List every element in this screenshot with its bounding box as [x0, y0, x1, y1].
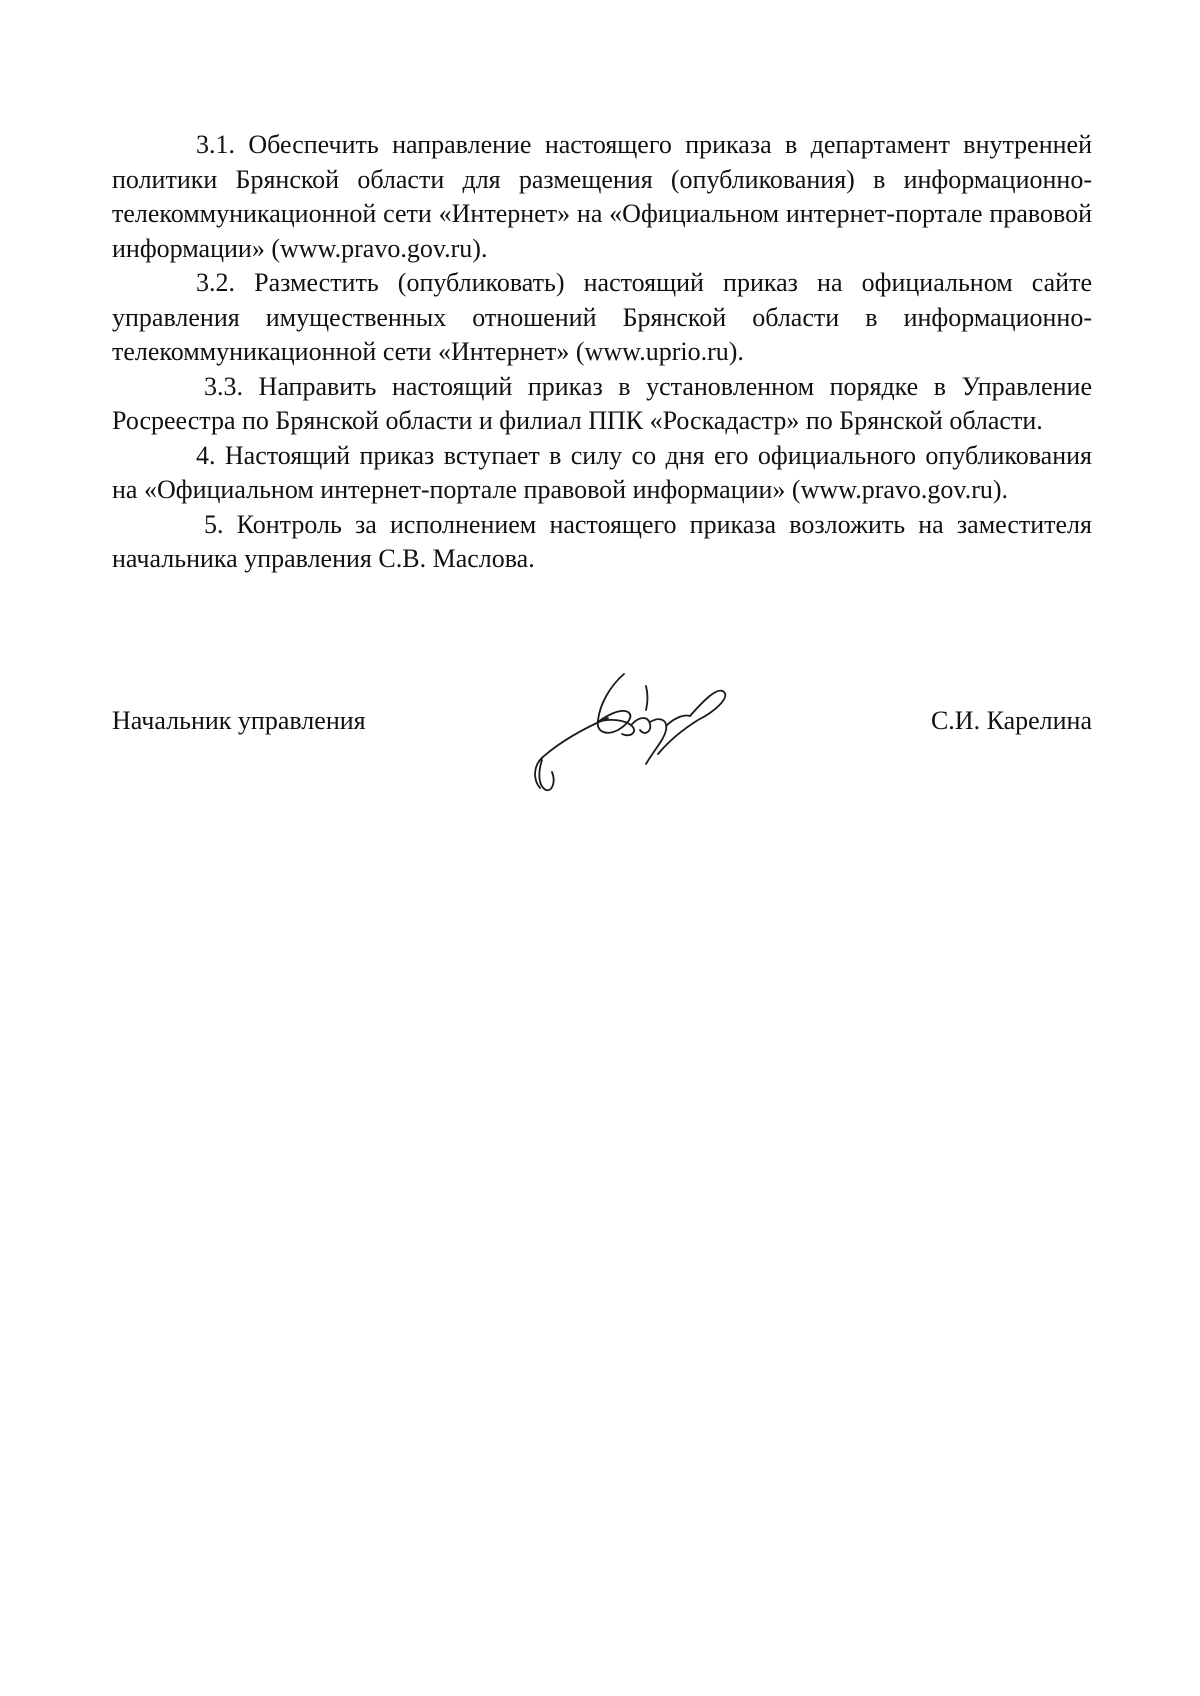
handwritten-signature: [528, 660, 738, 800]
paragraph-5: 5. Контроль за исполнением настоящего приказа возложить на заместителя начальника управления С.В. Маслова.: [112, 509, 1092, 573]
document-body: [112, 128, 1092, 577]
signatory-position: Начальник управления: [112, 706, 366, 735]
paragraph-3-3: 3.3. Направить настоящий приказ в установленном порядке в Управление Росреестра по Брянской области и филиал ППК «Роскадастр» по Брянской области.: [112, 371, 1092, 435]
paragraph-3-2: 3.2. Разместить (опубликовать) настоящий приказ на официальном сайте управления имущественных отношений Брянской области в информационно-телекоммуникационной сети «Интернет» (www.uprio.ru).: [112, 268, 1092, 366]
signatory-name: С.И. Карелина: [930, 706, 1092, 735]
paragraph-3-1: 3.1. Обеспечить направление настоящего приказа в департамент внутренней политики Брянской области для размещения (опубликования) в информационно-телекоммуникационной сети «Интернет» на «Официальном интернет-портале правовой информации» (www.pravo.gov.ru).: [112, 130, 1092, 263]
paragraph-4: 4. Настоящий приказ вступает в силу со дня его официального опубликования на «Официальном интернет-портале правовой информации» (www.pravo.gov.ru).: [112, 440, 1092, 504]
